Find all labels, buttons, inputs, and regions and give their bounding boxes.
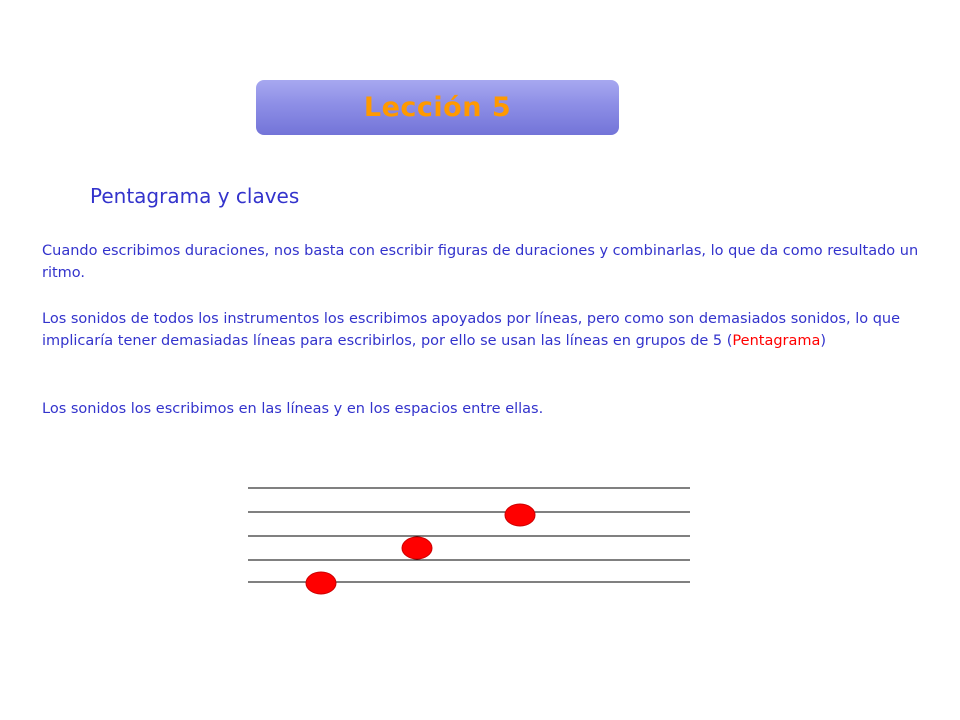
paragraph-durations: Cuando escribimos duraciones, nos basta con escribir figuras de duraciones y combinarlas, lo que da como resultado un ritmo. xyxy=(42,243,919,281)
staff-diagram xyxy=(248,480,690,600)
note-line-2 xyxy=(505,504,535,526)
paragraph-lines-close: ) xyxy=(820,333,827,349)
title-banner xyxy=(256,80,619,135)
pentagrama-term: Pentagrama xyxy=(732,333,821,349)
paragraph-lines xyxy=(42,308,922,352)
paragraph-spaces: Los sonidos los escribimos en las líneas y en los espacios entre ellas. xyxy=(42,401,544,417)
note-line-5 xyxy=(306,572,336,594)
paragraph-lines-text: Los sonidos de todos los instrumentos los escribimos apoyados por líneas, pero como son demasiados sonidos, lo que implicaría tener demasiadas líneas para escribirlos, por ello se usan las líneas en grupos de 5 ( xyxy=(42,311,901,349)
section-subtitle: Pentagrama y claves xyxy=(90,184,300,208)
note-space-3-4 xyxy=(402,537,432,559)
lesson-title: Lección 5 xyxy=(363,92,512,123)
